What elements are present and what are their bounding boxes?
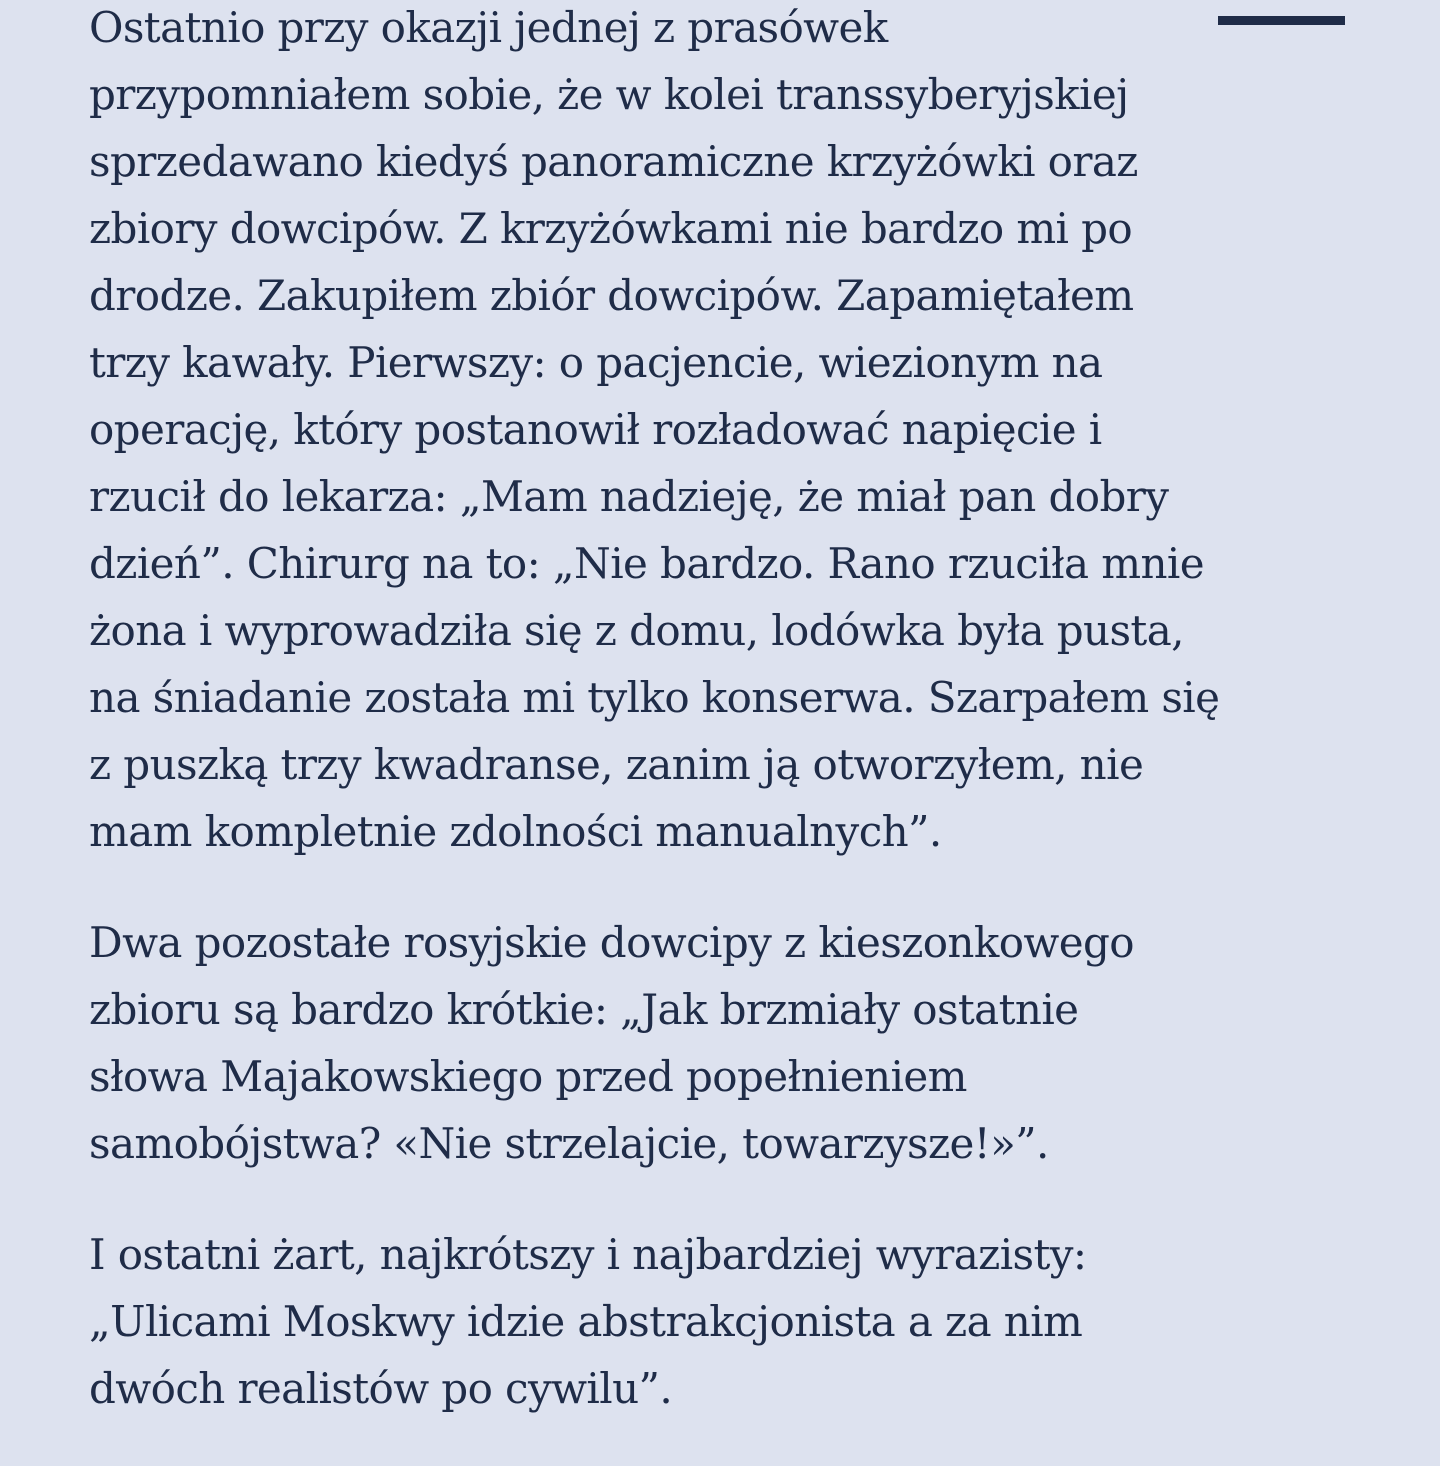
text-line: rzucił do lekarza: „Mam nadzieję, że miał pan dobry: [89, 472, 1169, 521]
text-line: samobójstwa? «Nie strzelajcie, towarzysze!»”.: [89, 1119, 1049, 1168]
text-line: trzy kawały. Pierwszy: o pacjencie, wiezionym na: [89, 338, 1103, 387]
paragraph-1: [89, 0, 1379, 865]
text-line: na śniadanie została mi tylko konserwa. Szarpałem się: [89, 673, 1220, 722]
paragraph-3: [89, 1221, 1379, 1422]
text-line: żona i wyprowadziła się z domu, lodówka była pusta,: [89, 606, 1184, 655]
text-line: Ostatnio przy okazji jednej z prasówek: [89, 3, 888, 52]
text-line: „Ulicami Moskwy idzie abstrakcjonista a za nim: [89, 1297, 1083, 1346]
text-line: drodze. Zakupiłem zbiór dowcipów. Zapamiętałem: [89, 271, 1134, 320]
text-line: z puszką trzy kwadranse, zanim ją otworzyłem, nie: [89, 740, 1144, 789]
text-line: dwóch realistów po cywilu”.: [89, 1364, 673, 1413]
text-line: mam kompletnie zdolności manualnych”.: [89, 807, 942, 856]
text-line: operację, który postanowił rozładować napięcie i: [89, 405, 1102, 454]
text-line: zbioru są bardzo krótkie: „Jak brzmiały ostatnie: [89, 985, 1079, 1034]
text-line: dzień”. Chirurg na to: „Nie bardzo. Rano rzuciła mnie: [89, 539, 1204, 588]
text-line: I ostatni żart, najkrótszy i najbardziej wyrazisty:: [89, 1230, 1087, 1279]
text-line: Dwa pozostałe rosyjskie dowcipy z kieszonkowego: [89, 918, 1134, 967]
text-line: sprzedawano kiedyś panoramiczne krzyżówki oraz: [89, 137, 1138, 186]
article-body: [89, 0, 1379, 1466]
text-line: zbiory dowcipów. Z krzyżówkami nie bardzo mi po: [89, 204, 1133, 253]
paragraph-2: [89, 909, 1379, 1177]
text-line: słowa Majakowskiego przed popełnieniem: [89, 1052, 967, 1101]
text-line: przypomniałem sobie, że w kolei transsyberyjskiej: [89, 70, 1129, 119]
